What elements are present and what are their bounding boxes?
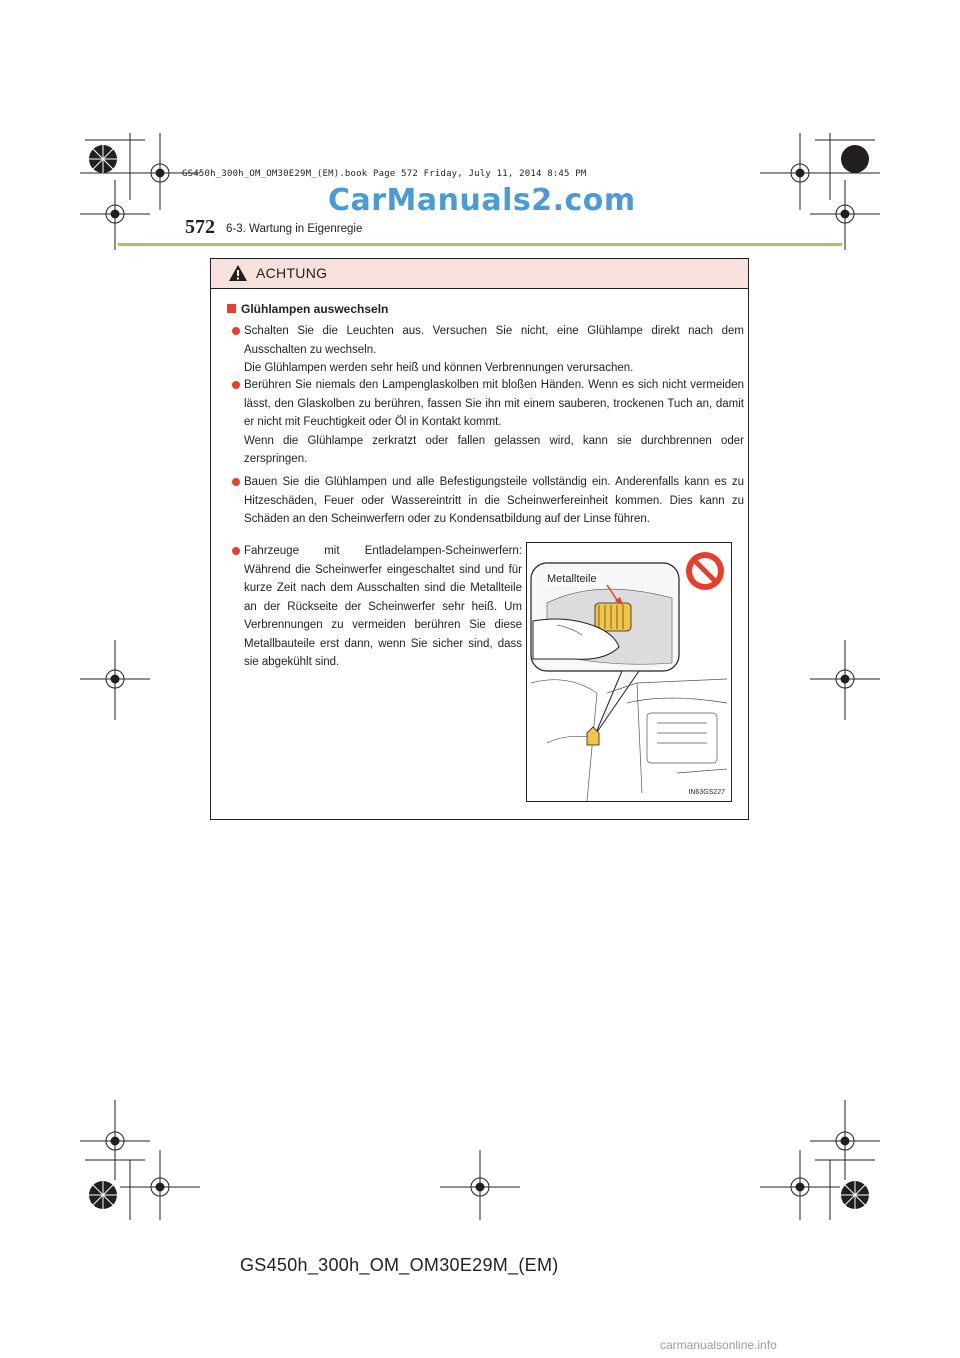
illustration-label: Metallteile <box>547 573 597 585</box>
warning-heading: Glühlampen auswechseln <box>227 302 388 316</box>
bullet-dot-icon <box>232 478 240 486</box>
list-item <box>232 376 744 469</box>
warning-box <box>210 258 749 820</box>
bullet-text: Schalten Sie die Leuchten aus. Versuchen Sie nicht, eine Glühlampe direkt nach dem Ausschalten zu wechseln. <box>244 325 744 356</box>
list-item <box>232 542 522 672</box>
bullet-text: Wenn die Glühlampe zerkratzt oder fallen gelassen wird, kann sie durchbrennen oder zerspringen. <box>244 434 744 465</box>
list-item <box>232 473 744 529</box>
bullet-text: Berühren Sie niemals den Lampenglaskolben mit bloßen Händen. Wenn es sich nicht vermeiden lässt, den Glaskolben zu berühren, fassen Sie ihn mit einem sauberen, trockenen Tuch an, damit er nicht mit Feuchtigkeit oder Öl in Kontakt kommt. <box>244 379 744 428</box>
warning-title: ACHTUNG <box>256 265 328 281</box>
bullet-text: Bauen Sie die Glühlampen und alle Befestigungsteile vollständig ein. Anderenfalls kann es zu Hitzeschäden, Feuer oder Wassereintritt in die Scheinwerfereinheit kommen. Dies kann zu Schäden an den Scheinwerfern oder zu Kondensatbildung auf der Linse führen. <box>244 476 744 525</box>
bullet-dot-icon <box>232 381 240 389</box>
header-rule <box>118 243 842 246</box>
footer-code: GS450h_300h_OM_OM30E29M_(EM) <box>240 1255 559 1275</box>
book-info-line: GS450h_300h_OM_OM30E29M_(EM).book Page 572 Friday, July 11, 2014 8:45 PM <box>182 169 587 179</box>
section-title: 6-3. Wartung in Eigenregie <box>226 223 363 235</box>
warning-header <box>211 259 748 289</box>
page-number: 572 <box>185 216 215 238</box>
warning-triangle-icon <box>228 264 248 282</box>
illustration-code: IN63GS227 <box>688 789 725 796</box>
bullet-text: Fahrzeuge mit Entladelampen-Scheinwerfern: Während die Scheinwerfer eingeschaltet sind und für kurze Zeit nach dem Ausschalten sind die Metallteile an der Rückseite der Scheinwerfer sehr heiß. Um Verbrennungen zu vermeiden berühren Sie diese Metallbauteile erst dann, wenn Sie sicher sind, dass sie abgekühlt sind. <box>244 545 522 668</box>
bullet-text: Die Glühlampen werden sehr heiß und können Verbrennungen verursachen. <box>244 362 634 374</box>
watermark: CarManuals2.com <box>328 183 636 218</box>
list-item <box>232 322 744 378</box>
headlight-illustration <box>526 542 732 802</box>
bullet-dot-icon <box>232 547 240 555</box>
site-footer: carmanualsonline.info <box>660 1338 777 1352</box>
bullet-dot-icon <box>232 327 240 335</box>
square-bullet-icon <box>227 304 236 313</box>
